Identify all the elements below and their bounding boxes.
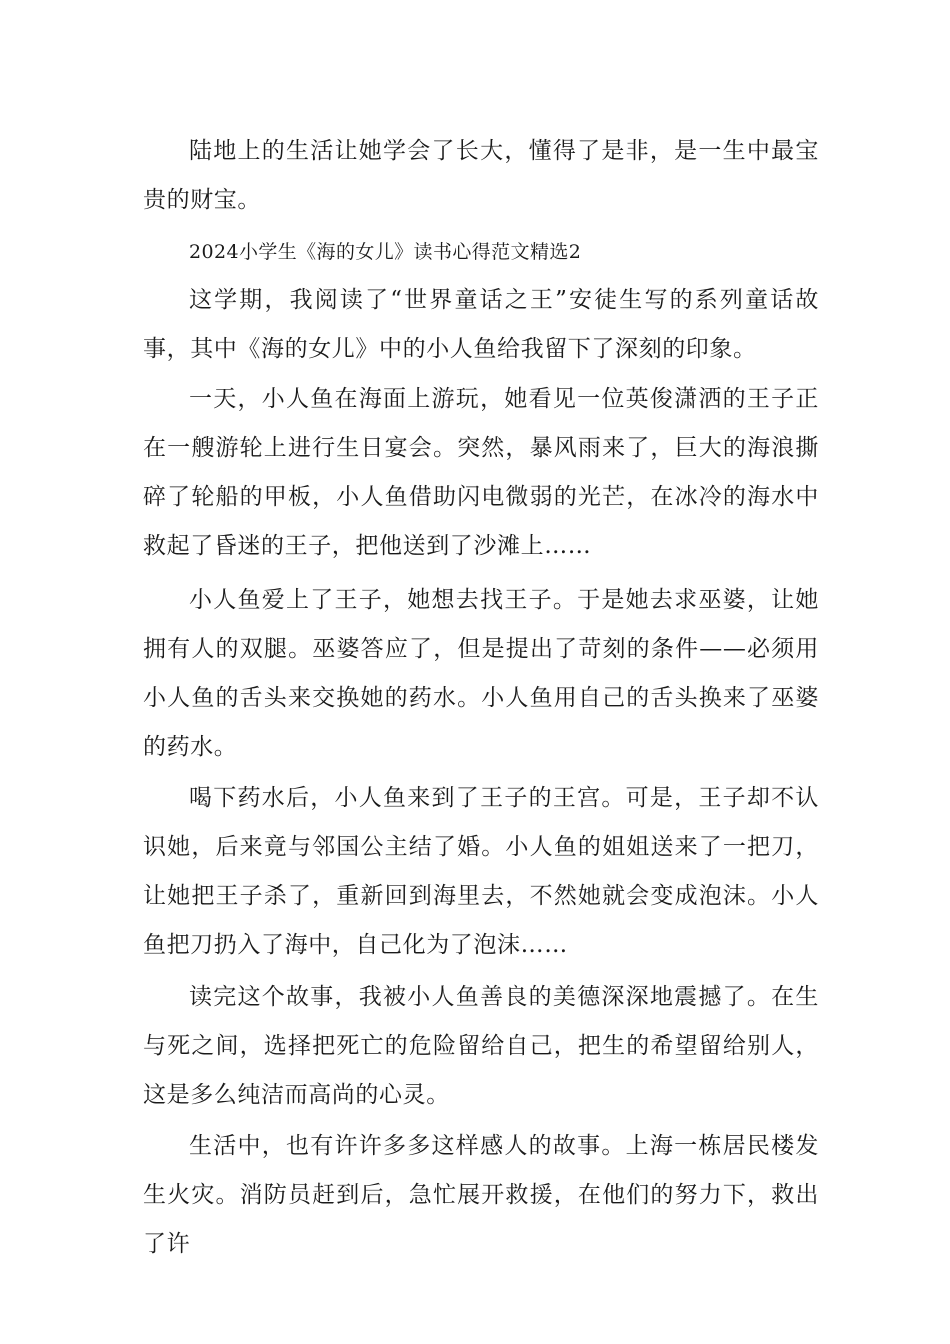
section-heading: 2024小学生《海的女儿》读书心得范文精选2: [189, 241, 582, 263]
paragraph-story-start: 一天，小人鱼在海面上游玩，她看见一位英俊潇洒的王子正在一艘游轮上进行生日宴会。突然，暴风雨来了，巨大的海浪撕碎了轮船的甲板，小人鱼借助闪电微弱的光芒，在冰冷的海水中救起了昏迷的王子，把他送到了沙滩上……: [143, 386, 819, 559]
paragraph-closing: 陆地上的生活让她学会了长大，懂得了是非，是一生中最宝贵的财宝。: [143, 138, 819, 213]
paragraph-reflection: 读完这个故事，我被小人鱼善良的美德深深地震撼了。在生与死之间，选择把死亡的危险留给自己，把生的希望留给别人，这是多么纯洁而高尚的心灵。: [143, 984, 819, 1108]
paragraph-life-example: 生活中，也有许许多多这样感人的故事。上海一栋居民楼发生火灾。消防员赶到后，急忙展开救援，在他们的努力下，救出了许: [143, 1133, 819, 1257]
paragraph-intro: 这学期，我阅读了“世界童话之王”安徒生写的系列童话故事，其中《海的女儿》中的小人鱼给我留下了深刻的印象。: [143, 287, 819, 362]
paragraph-witch: 小人鱼爱上了王子，她想去找王子。于是她去求巫婆，让她拥有人的双腿。巫婆答应了，但是提出了苛刻的条件——必须用小人鱼的舌头来交换她的药水。小人鱼用自己的舌头换来了巫婆的药水。: [143, 587, 819, 760]
paragraph-palace: 喝下药水后，小人鱼来到了王子的王宫。可是，王子却不认识她，后来竟与邻国公主结了婚。小人鱼的姐姐送来了一把刀，让她把王子杀了，重新回到海里去，不然她就会变成泡沫。小人鱼把刀扔入了海中，自己化为了泡沫……: [143, 785, 819, 958]
